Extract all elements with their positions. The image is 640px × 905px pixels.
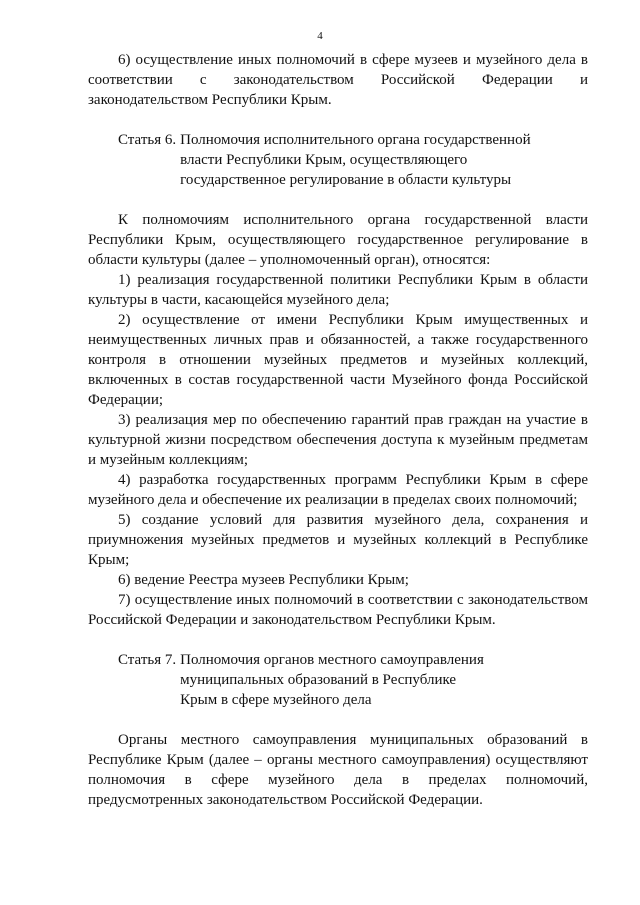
- article-7-label: Статья 7.: [118, 652, 177, 668]
- article-6-item: 3) реализация мер по обеспечению гарантий прав граждан на участие в культурной жизни посредством обеспечения доступа к музейным предметам и музейным коллекциям;: [88, 412, 588, 468]
- article-7-title: [180, 650, 588, 710]
- article-6-title: [180, 130, 588, 190]
- article-6-heading: [88, 130, 588, 190]
- article-7-title-line: Крым в сфере музейного дела: [180, 692, 372, 708]
- article-6-item: 2) осуществление от имени Республики Крым имущественных и неимущественных личных прав и обязанностей, а также государственного контроля в отношении музейных предметов и музейных коллекций, включенных в состав государственной части Музейного фонда Российской Федерации;: [88, 312, 588, 408]
- article-6-item: 4) разработка государственных программ Республики Крым в сфере музейного дела и обеспечение их реализации в пределах своих полномочий;: [88, 472, 588, 508]
- article-6-item: 1) реализация государственной политики Республики Крым в области культуры в части, касающейся музейного дела;: [88, 272, 588, 308]
- intro-item: 6) осуществление иных полномочий в сфере музеев и музейного дела в соответствии с законодательством Российской Федерации и законодательством Республики Крым.: [88, 52, 588, 108]
- document-body: [88, 50, 588, 810]
- spacer: [88, 190, 588, 210]
- article-6-label: Статья 6.: [118, 132, 177, 148]
- article-6-item: 7) осуществление иных полномочий в соответствии с законодательством Российской Федерации и законодательством Республики Крым.: [88, 592, 588, 628]
- article-6-title-line: государственное регулирование в области культуры: [180, 172, 512, 188]
- spacer: [88, 110, 588, 130]
- article-6-title-line: власти Республики Крым, осуществляющего: [180, 152, 468, 168]
- article-6-lead: К полномочиям исполнительного органа государственной власти Республики Крым, осуществляющего государственное регулирование в области культуры (далее – уполномоченный орган), относятся:: [88, 212, 588, 268]
- spacer: [88, 630, 588, 650]
- article-6-item: 5) создание условий для развития музейного дела, сохранения и приумножения музейных предметов и музейных коллекций в Республике Крым;: [88, 512, 588, 568]
- article-7-title-line: Полномочия органов местного самоуправления: [180, 652, 484, 668]
- article-7-body: Органы местного самоуправления муниципальных образований в Республике Крым (далее – органы местного самоуправления) осуществляют полномочия в сфере музейного дела в пределах полномочий, предусмотренных законодательством Российской Федерации.: [88, 732, 588, 808]
- article-6-item: 6) ведение Реестра музеев Республики Крым;: [118, 572, 409, 588]
- article-6-title-line: Полномочия исполнительного органа государственной: [180, 132, 531, 148]
- spacer: [88, 710, 588, 730]
- page-number: 4: [317, 30, 323, 42]
- article-7-heading: [88, 650, 588, 710]
- article-7-title-line: муниципальных образований в Республике: [180, 672, 457, 688]
